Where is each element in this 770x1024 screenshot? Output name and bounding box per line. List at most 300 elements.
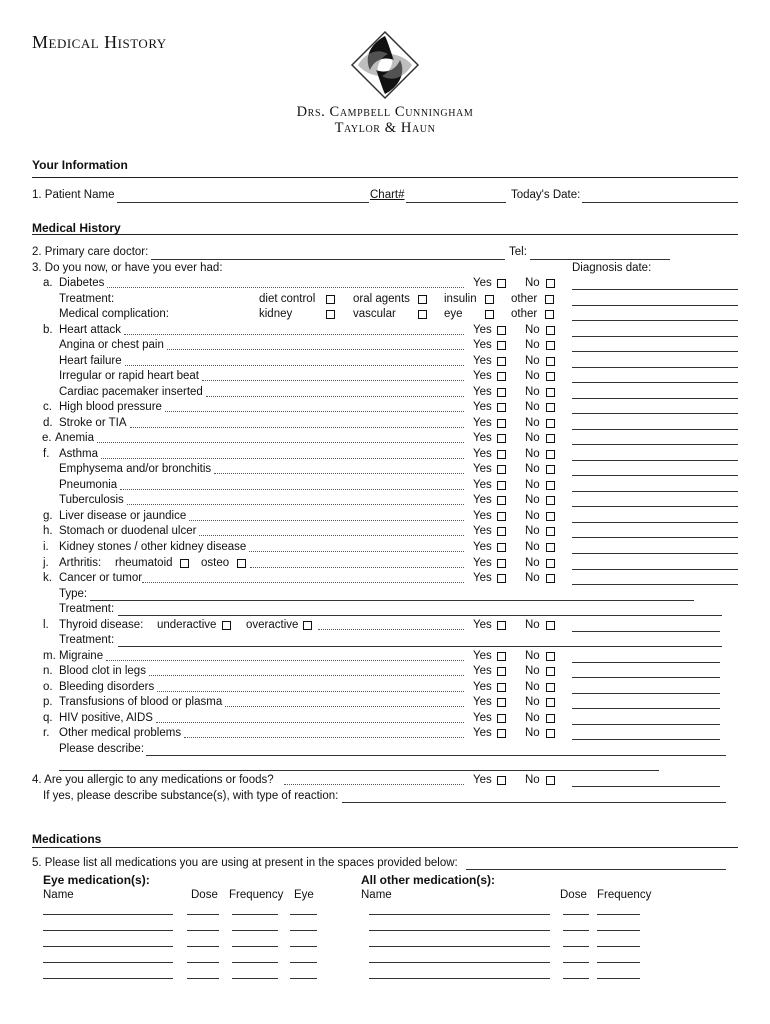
no-checkbox[interactable]: [546, 621, 555, 630]
no-label: No: [525, 463, 540, 475]
primary-care-field[interactable]: [151, 259, 505, 260]
diagnosis-date-field[interactable]: [572, 305, 738, 306]
no-checkbox[interactable]: [546, 279, 555, 288]
no-checkbox[interactable]: [546, 403, 555, 412]
osteo-checkbox[interactable]: [237, 559, 246, 568]
no-checkbox[interactable]: [546, 388, 555, 397]
leader-dots: [130, 427, 464, 428]
eye-medication-field[interactable]: [232, 914, 278, 915]
other-col-name: Name: [361, 889, 392, 901]
yes-label: Yes: [473, 355, 492, 367]
vascular-label: vascular: [353, 308, 396, 320]
condition-label: Heart attack: [59, 324, 121, 336]
condition-label: Thyroid disease:: [59, 619, 144, 631]
yes-label: Yes: [473, 541, 492, 553]
yes-label: Yes: [473, 727, 492, 739]
eye-medication-field[interactable]: [290, 978, 317, 979]
leader-dots: [189, 520, 464, 521]
other-medication-field[interactable]: [563, 930, 589, 931]
other-medication-field[interactable]: [597, 946, 640, 947]
yes-checkbox[interactable]: [497, 481, 506, 490]
condition-letter: k.: [43, 572, 52, 584]
diet-control-checkbox[interactable]: [326, 295, 335, 304]
practice-name-line1: Drs. Campbell Cunningham: [296, 104, 474, 120]
cancer-type-field[interactable]: [90, 600, 694, 601]
condition-label: Angina or chest pain: [59, 339, 164, 351]
condition-letter: j.: [43, 557, 49, 569]
chart-label: Chart#: [370, 189, 405, 201]
eye-col-dose: Dose: [191, 889, 218, 901]
other-medication-field[interactable]: [563, 978, 589, 979]
leader-dots: [127, 504, 464, 505]
other-medication-field[interactable]: [563, 962, 589, 963]
condition-label: Stomach or duodenal ulcer: [59, 525, 197, 537]
eye-medication-field[interactable]: [43, 962, 173, 963]
overactive-label: overactive: [246, 619, 299, 631]
diagnosis-date-field[interactable]: [572, 398, 738, 399]
diagnosis-date-field[interactable]: [572, 475, 738, 476]
condition-letter: q.: [43, 712, 53, 724]
diagnosis-date-field[interactable]: [572, 336, 738, 337]
oral-agents-label: oral agents: [353, 293, 410, 305]
question-5-field[interactable]: [466, 869, 726, 870]
no-checkbox[interactable]: [546, 543, 555, 552]
yes-label: Yes: [473, 650, 492, 662]
condition-label: Bleeding disorders: [59, 681, 155, 693]
no-checkbox[interactable]: [546, 714, 555, 723]
yes-label: Yes: [473, 479, 492, 491]
condition-letter: o.: [43, 681, 53, 693]
other-medication-field[interactable]: [597, 978, 640, 979]
leader-dots: [120, 489, 464, 490]
condition-letter: d.: [43, 417, 53, 429]
no-checkbox[interactable]: [546, 450, 555, 459]
eye-medication-field[interactable]: [187, 978, 219, 979]
underactive-checkbox[interactable]: [222, 621, 231, 630]
diabetes-treatment-label: Treatment:: [59, 293, 115, 305]
diagnosis-date-header: Diagnosis date:: [572, 262, 652, 274]
no-label: No: [525, 619, 540, 631]
condition-label: Heart failure: [59, 355, 122, 367]
yes-checkbox[interactable]: [497, 527, 506, 536]
yes-label: Yes: [473, 432, 492, 444]
complication-other-checkbox[interactable]: [545, 310, 554, 319]
yes-checkbox[interactable]: [497, 512, 506, 521]
yes-label: Yes: [473, 510, 492, 522]
eye-medications-heading: Eye medication(s):: [43, 873, 150, 887]
insulin-label: insulin: [444, 293, 477, 305]
todays-date-label: Today's Date:: [511, 189, 581, 201]
no-checkbox[interactable]: [546, 341, 555, 350]
leader-dots: [206, 396, 464, 397]
diagnosis-date-field[interactable]: [572, 693, 720, 694]
rheumatoid-label: rheumatoid: [115, 557, 173, 569]
leader-dots: [149, 675, 464, 676]
no-label: No: [525, 386, 540, 398]
diagnosis-date-field[interactable]: [572, 429, 738, 430]
yes-label: Yes: [473, 386, 492, 398]
leader-dots: [106, 660, 464, 661]
eye-medication-field[interactable]: [232, 962, 278, 963]
no-label: No: [525, 650, 540, 662]
allergy-date-field[interactable]: [572, 786, 720, 787]
yes-checkbox[interactable]: [497, 714, 506, 723]
yes-label: Yes: [473, 417, 492, 429]
yes-checkbox[interactable]: [497, 279, 506, 288]
other-col-dose: Dose: [560, 889, 587, 901]
diabetes-complication-label: Medical complication:: [59, 308, 169, 320]
no-label: No: [525, 370, 540, 382]
other-medication-field[interactable]: [597, 930, 640, 931]
eye-medication-field[interactable]: [232, 978, 278, 979]
no-label: No: [525, 712, 540, 724]
other-medication-field[interactable]: [369, 930, 550, 931]
condition-letter: m.: [43, 650, 56, 662]
no-label: No: [525, 572, 540, 584]
diagnosis-date-field[interactable]: [572, 584, 738, 585]
condition-letter: f.: [43, 448, 50, 460]
no-checkbox[interactable]: [546, 667, 555, 676]
condition-label: High blood pressure: [59, 401, 162, 413]
eye-medication-field[interactable]: [43, 946, 173, 947]
tel-label: Tel:: [509, 246, 527, 258]
no-checkbox[interactable]: [546, 698, 555, 707]
primary-care-label: 2. Primary care doctor:: [32, 246, 149, 258]
yes-label: Yes: [473, 712, 492, 724]
yes-label: Yes: [473, 525, 492, 537]
leader-dots: [284, 784, 464, 785]
condition-label: Other medical problems: [59, 727, 182, 739]
no-checkbox[interactable]: [546, 683, 555, 692]
eye-medication-field[interactable]: [232, 930, 278, 931]
treatment-other-checkbox[interactable]: [545, 295, 554, 304]
eye-medication-field[interactable]: [43, 978, 173, 979]
condition-letter: e.: [42, 432, 52, 444]
yes-checkbox[interactable]: [497, 372, 506, 381]
patient-name-label: 1. Patient Name: [32, 189, 115, 201]
yes-checkbox[interactable]: [497, 683, 506, 692]
condition-letter: a.: [43, 277, 53, 289]
no-label: No: [525, 665, 540, 677]
thyroid-treatment-field[interactable]: [118, 646, 722, 647]
diagnosis-date-field[interactable]: [572, 289, 738, 290]
no-label: No: [525, 277, 540, 289]
no-label: No: [525, 525, 540, 537]
yes-label: Yes: [473, 557, 492, 569]
cancer-treatment-field[interactable]: [118, 615, 722, 616]
diagnosis-date-field[interactable]: [572, 724, 720, 725]
leader-dots: [225, 706, 464, 707]
diagnosis-date-field[interactable]: [572, 382, 738, 383]
diagnosis-date-field[interactable]: [572, 506, 738, 507]
condition-label: Arthritis:: [59, 557, 102, 569]
diagnosis-date-field[interactable]: [572, 537, 738, 538]
eye-medication-field[interactable]: [187, 946, 219, 947]
medical-history-heading: Medical History: [32, 221, 121, 235]
yes-checkbox[interactable]: [497, 357, 506, 366]
other-medication-field[interactable]: [369, 978, 550, 979]
yes-checkbox[interactable]: [497, 403, 506, 412]
other-medication-field[interactable]: [563, 914, 589, 915]
no-checkbox[interactable]: [546, 481, 555, 490]
allergy-describe-field[interactable]: [342, 802, 726, 803]
yes-label: Yes: [473, 339, 492, 351]
diagnosis-date-field[interactable]: [572, 413, 738, 414]
no-checkbox[interactable]: [546, 465, 555, 474]
condition-letter: p.: [43, 696, 53, 708]
eye-medication-field[interactable]: [290, 962, 317, 963]
condition-label: Stroke or TIA: [59, 417, 127, 429]
no-checkbox[interactable]: [546, 326, 555, 335]
no-label: No: [525, 494, 540, 506]
yes-label: Yes: [473, 370, 492, 382]
yes-checkbox[interactable]: [497, 450, 506, 459]
diagnosis-date-field[interactable]: [572, 491, 738, 492]
tel-field[interactable]: [530, 259, 670, 260]
other-medication-field[interactable]: [369, 914, 550, 915]
diagnosis-date-field[interactable]: [572, 739, 720, 740]
yes-checkbox[interactable]: [497, 652, 506, 661]
diagnosis-date-field[interactable]: [572, 320, 738, 321]
condition-label: Cardiac pacemaker inserted: [59, 386, 203, 398]
question-4: 4. Are you allergic to any medications or foods?: [32, 774, 274, 786]
condition-label: Anemia: [55, 432, 94, 444]
no-label: No: [525, 479, 540, 491]
eye-medication-field[interactable]: [232, 946, 278, 947]
eye-medication-field[interactable]: [43, 930, 173, 931]
yes-checkbox[interactable]: [497, 388, 506, 397]
eye-col-frequency: Frequency: [229, 889, 284, 901]
other-medication-field[interactable]: [597, 914, 640, 915]
eye-medication-field[interactable]: [290, 930, 317, 931]
eye-label: eye: [444, 308, 463, 320]
practice-logo: [350, 30, 420, 100]
please-describe-label: Please describe:: [59, 743, 145, 755]
patient-name-field[interactable]: [117, 202, 369, 203]
condition-label: Pneumonia: [59, 479, 118, 491]
yes-checkbox[interactable]: [497, 559, 506, 568]
leader-dots: [156, 722, 464, 723]
yes-label: Yes: [473, 277, 492, 289]
no-label: No: [525, 696, 540, 708]
other-medication-field[interactable]: [597, 962, 640, 963]
diagnosis-date-field[interactable]: [572, 662, 720, 663]
yes-checkbox[interactable]: [497, 434, 506, 443]
allergy-no-checkbox[interactable]: [546, 776, 555, 785]
leader-dots: [107, 287, 464, 288]
eye-checkbox[interactable]: [485, 310, 494, 319]
diagnosis-date-field[interactable]: [572, 553, 738, 554]
leader-dots: [199, 535, 464, 536]
no-checkbox[interactable]: [546, 419, 555, 428]
eye-col-name: Name: [43, 889, 74, 901]
leader-dots: [142, 582, 464, 583]
eye-medication-field[interactable]: [290, 914, 317, 915]
kidney-label: kidney: [259, 308, 293, 320]
no-checkbox[interactable]: [546, 574, 555, 583]
yes-label: Yes: [473, 619, 492, 631]
rheumatoid-checkbox[interactable]: [180, 559, 189, 568]
allergy-yes-label: Yes: [473, 774, 492, 786]
thyroid-treatment-label: Treatment:: [59, 634, 115, 646]
diagnosis-date-field[interactable]: [572, 569, 738, 570]
yes-label: Yes: [473, 681, 492, 693]
condition-letter: h.: [43, 525, 53, 537]
chart-field[interactable]: [406, 202, 506, 203]
no-checkbox[interactable]: [546, 496, 555, 505]
condition-label: Diabetes: [59, 277, 105, 289]
leader-dots: [157, 691, 464, 692]
condition-label: HIV positive, AIDS: [59, 712, 153, 724]
other-medications-heading: All other medication(s):: [361, 873, 496, 887]
no-label: No: [525, 432, 540, 444]
question-5: 5. Please list all medications you are using at present in the spaces provided below:: [32, 857, 458, 869]
condition-label: Kidney stones / other kidney disease: [59, 541, 247, 553]
diagnosis-date-field[interactable]: [572, 631, 720, 632]
yes-checkbox[interactable]: [497, 496, 506, 505]
diagnosis-date-field[interactable]: [572, 677, 720, 678]
eye-medication-field[interactable]: [187, 962, 219, 963]
vascular-checkbox[interactable]: [418, 310, 427, 319]
eye-medication-field[interactable]: [43, 914, 173, 915]
condition-letter: r.: [43, 727, 50, 739]
other-medication-field[interactable]: [563, 946, 589, 947]
condition-label: Transfusions of blood or plasma: [59, 696, 223, 708]
condition-label: Cancer or tumor: [59, 572, 143, 584]
no-checkbox[interactable]: [546, 357, 555, 366]
oral-agents-checkbox[interactable]: [418, 295, 427, 304]
no-label: No: [525, 681, 540, 693]
yes-checkbox[interactable]: [497, 543, 506, 552]
please-describe-field-2[interactable]: [59, 770, 659, 771]
no-label: No: [525, 448, 540, 460]
condition-label: Migraine: [59, 650, 104, 662]
leader-dots: [318, 629, 464, 630]
diagnosis-date-field[interactable]: [572, 444, 738, 445]
underactive-label: underactive: [157, 619, 217, 631]
condition-letter: c.: [43, 401, 52, 413]
todays-date-field[interactable]: [582, 202, 738, 203]
no-label: No: [525, 417, 540, 429]
treatment-other-label: other: [511, 293, 538, 305]
no-label: No: [525, 510, 540, 522]
yes-label: Yes: [473, 572, 492, 584]
your-info-heading: Your Information: [32, 158, 128, 172]
leader-dots: [202, 380, 464, 381]
diagnosis-date-field[interactable]: [572, 460, 738, 461]
no-label: No: [525, 355, 540, 367]
insulin-checkbox[interactable]: [485, 295, 494, 304]
diagnosis-date-field[interactable]: [572, 708, 720, 709]
leader-dots: [124, 334, 464, 335]
condition-letter: i.: [43, 541, 49, 553]
yes-label: Yes: [473, 665, 492, 677]
complication-other-label: other: [511, 308, 538, 320]
yes-checkbox[interactable]: [497, 621, 506, 630]
section-rule: [32, 177, 738, 178]
yes-checkbox[interactable]: [497, 341, 506, 350]
allergy-yes-checkbox[interactable]: [497, 776, 506, 785]
diagnosis-date-field[interactable]: [572, 351, 738, 352]
no-checkbox[interactable]: [546, 729, 555, 738]
yes-checkbox[interactable]: [497, 729, 506, 738]
yes-label: Yes: [473, 401, 492, 413]
condition-label: Emphysema and/or bronchitis: [59, 463, 212, 475]
cancer-treatment-label: Treatment:: [59, 603, 115, 615]
other-medication-field[interactable]: [369, 962, 550, 963]
form-title: Medical History: [32, 32, 167, 52]
kidney-checkbox[interactable]: [326, 310, 335, 319]
diet-control-label: diet control: [259, 293, 316, 305]
no-label: No: [525, 727, 540, 739]
yes-checkbox[interactable]: [497, 574, 506, 583]
no-label: No: [525, 401, 540, 413]
yes-checkbox[interactable]: [497, 698, 506, 707]
leader-dots: [214, 473, 464, 474]
yes-label: Yes: [473, 696, 492, 708]
no-checkbox[interactable]: [546, 652, 555, 661]
medications-heading: Medications: [32, 832, 102, 846]
condition-letter: n.: [43, 665, 53, 677]
allergy-describe-label: If yes, please describe substance(s), with type of reaction:: [43, 790, 339, 802]
condition-label: Liver disease or jaundice: [59, 510, 187, 522]
leader-dots: [250, 567, 464, 568]
yes-checkbox[interactable]: [497, 465, 506, 474]
yes-label: Yes: [473, 463, 492, 475]
no-checkbox[interactable]: [546, 559, 555, 568]
no-label: No: [525, 339, 540, 351]
no-checkbox[interactable]: [546, 372, 555, 381]
please-describe-field[interactable]: [146, 755, 726, 756]
other-col-frequency: Frequency: [597, 889, 652, 901]
condition-letter: b.: [43, 324, 53, 336]
leader-dots: [184, 737, 464, 738]
no-label: No: [525, 541, 540, 553]
yes-label: Yes: [473, 324, 492, 336]
no-checkbox[interactable]: [546, 512, 555, 521]
condition-letter: g.: [43, 510, 53, 522]
osteo-label: osteo: [201, 557, 230, 569]
no-label: No: [525, 324, 540, 336]
overactive-checkbox[interactable]: [303, 621, 312, 630]
other-medication-field[interactable]: [369, 946, 550, 947]
yes-checkbox[interactable]: [497, 667, 506, 676]
eye-medication-field[interactable]: [290, 946, 317, 947]
allergy-no-label: No: [525, 774, 540, 786]
leader-dots: [101, 458, 464, 459]
yes-checkbox[interactable]: [497, 419, 506, 428]
diagnosis-date-field[interactable]: [572, 367, 738, 368]
yes-label: Yes: [473, 448, 492, 460]
eye-medication-field[interactable]: [187, 930, 219, 931]
condition-label: Irregular or rapid heart beat: [59, 370, 199, 382]
eye-medication-field[interactable]: [187, 914, 219, 915]
condition-label: Blood clot in legs: [59, 665, 146, 677]
leader-dots: [125, 365, 464, 366]
leader-dots: [167, 349, 464, 350]
yes-label: Yes: [473, 494, 492, 506]
no-checkbox[interactable]: [546, 434, 555, 443]
no-checkbox[interactable]: [546, 527, 555, 536]
leader-dots: [97, 442, 464, 443]
diagnosis-date-field[interactable]: [572, 522, 738, 523]
leader-dots: [165, 411, 464, 412]
question-3: 3. Do you now, or have you ever had:: [32, 262, 223, 274]
section-rule: [32, 847, 738, 848]
condition-letter: l.: [43, 619, 49, 631]
yes-checkbox[interactable]: [497, 326, 506, 335]
section-rule: [32, 234, 738, 235]
